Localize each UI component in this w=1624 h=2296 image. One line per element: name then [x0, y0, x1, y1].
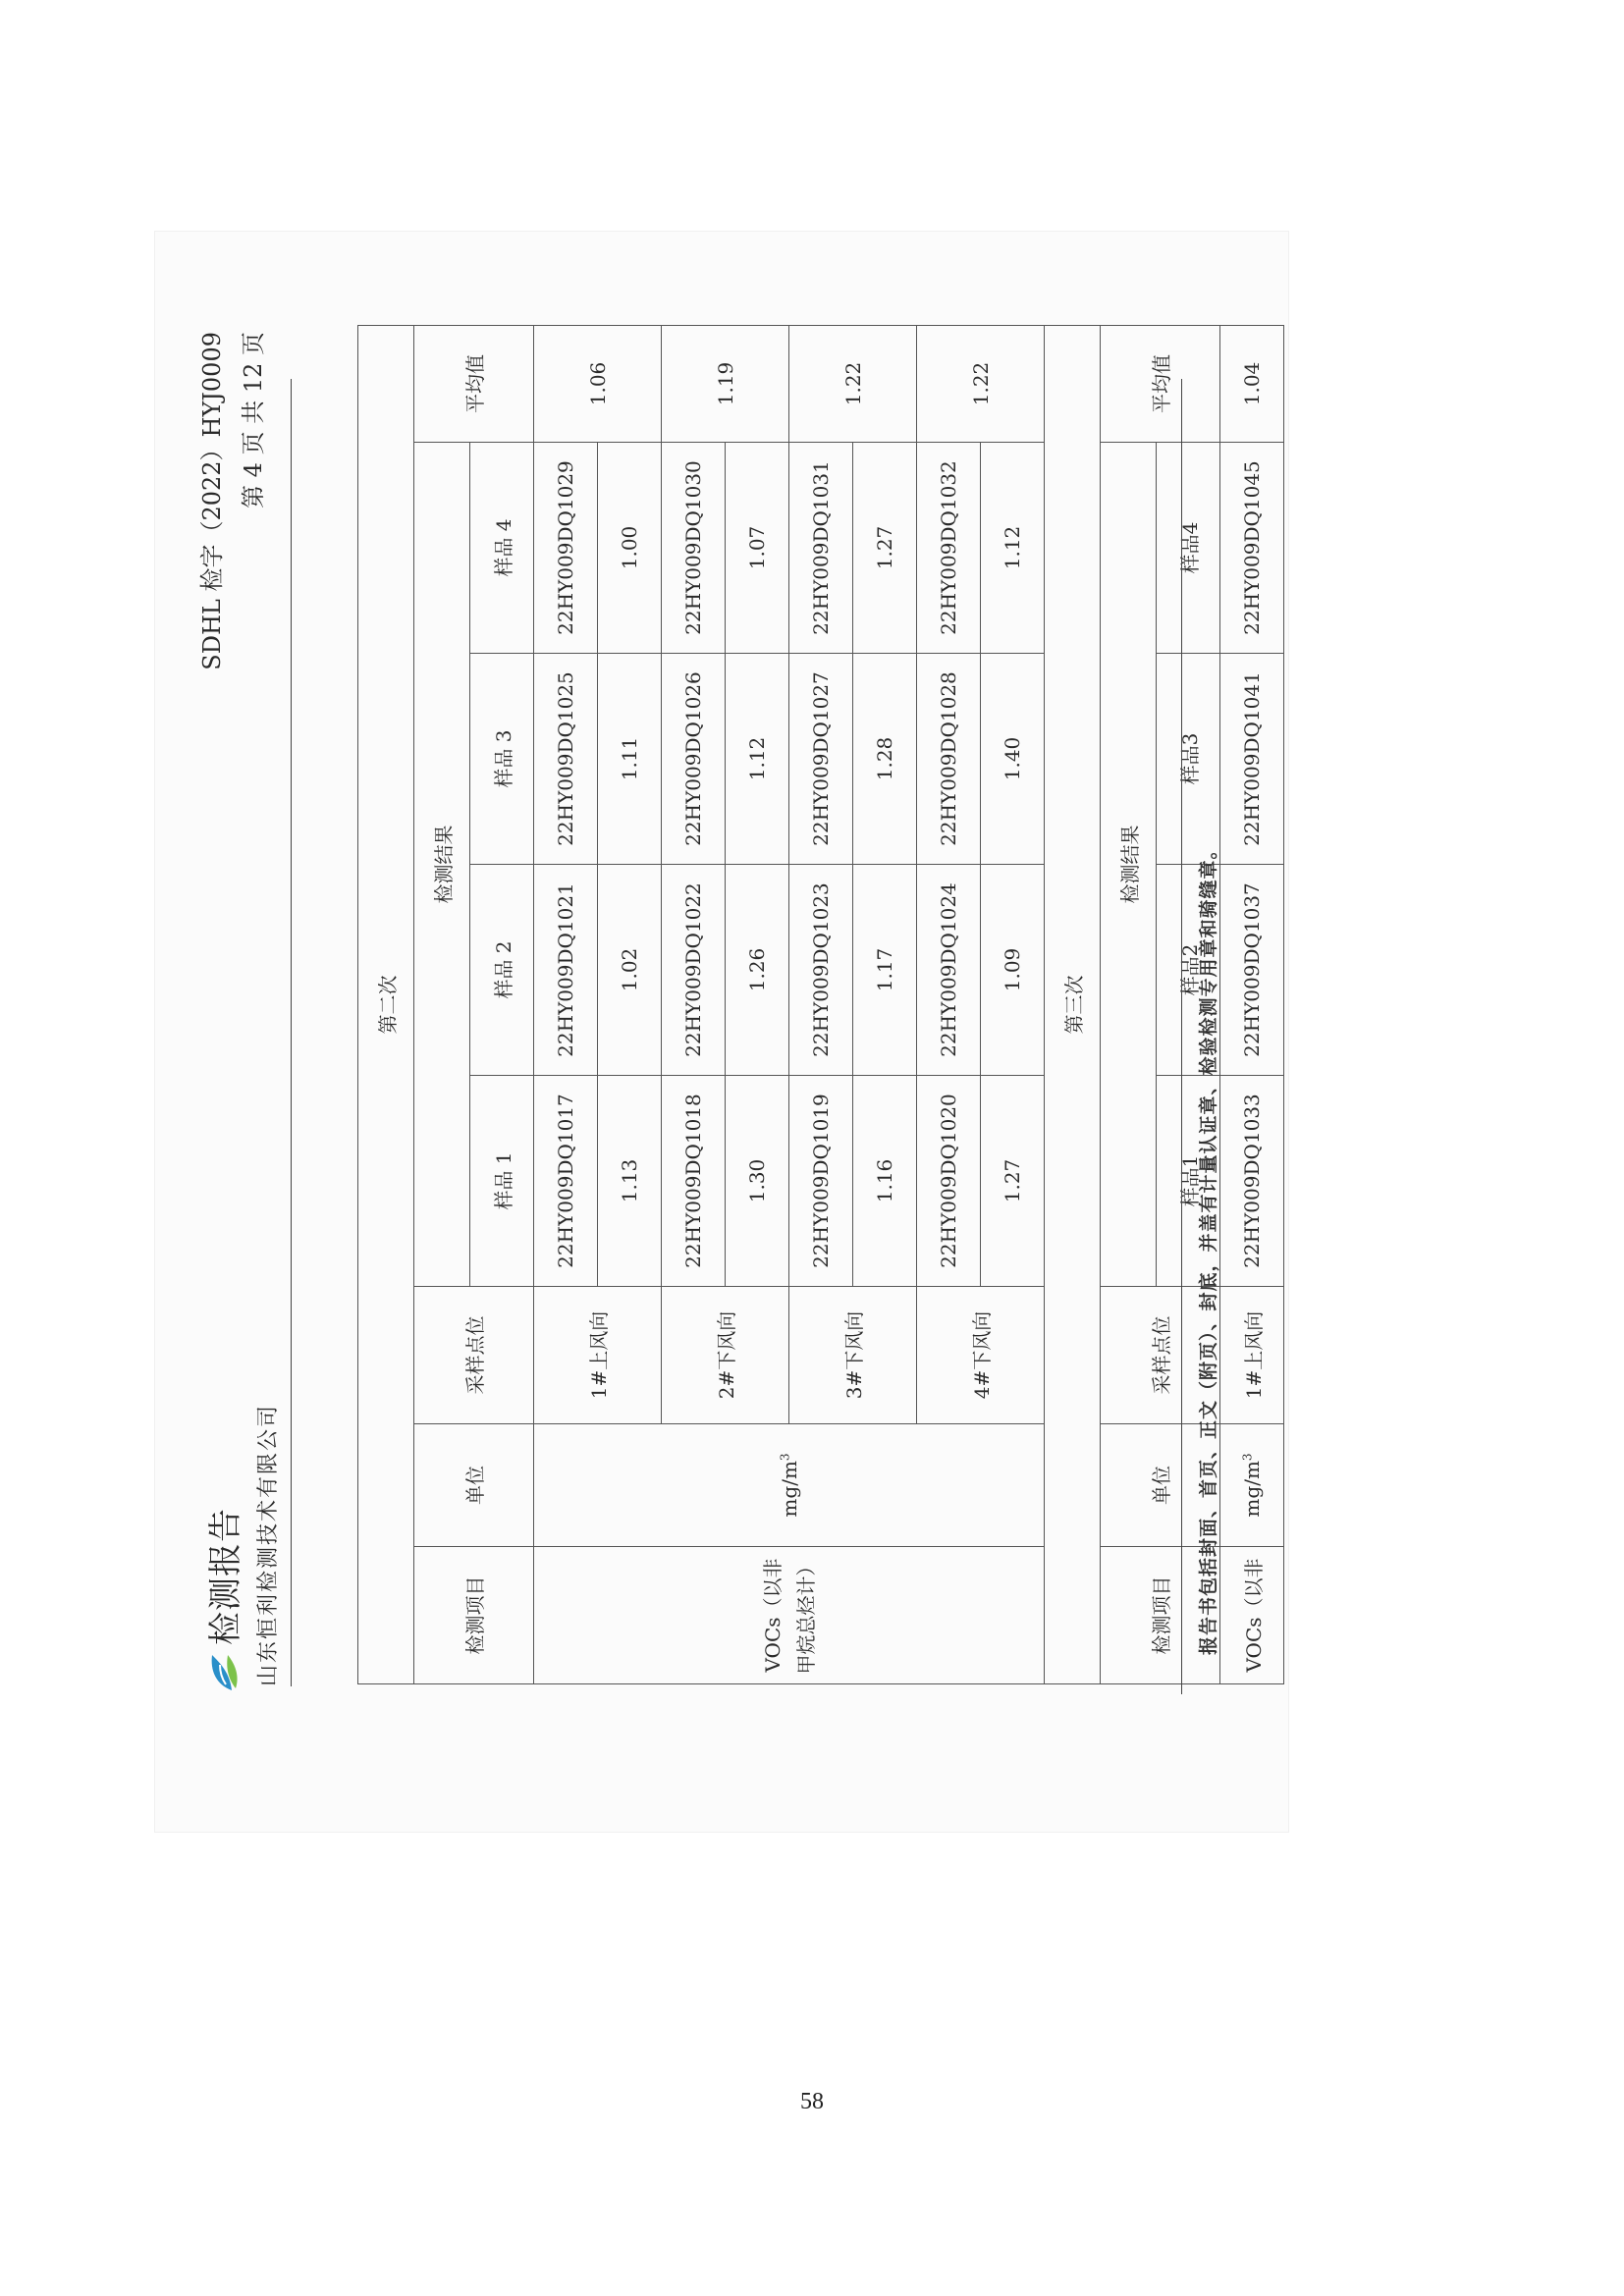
average-value: 1.22	[789, 326, 917, 443]
site-cell: 3#下风向	[789, 1287, 917, 1424]
sample-id: 22HY009DQ1025	[534, 654, 598, 865]
site-cell: 2#下风向	[662, 1287, 789, 1424]
sample-value: 1.27	[981, 1076, 1045, 1287]
results-table-wrap	[357, 326, 1284, 1684]
scanned-report-page	[155, 232, 1288, 1832]
site-cell: 1#上风向	[534, 1287, 662, 1424]
sample-id: 22HY009DQ1030	[662, 443, 726, 654]
company-name: 山东恒利检测技术有限公司	[256, 1403, 281, 1686]
item-cell: VOCs（以非	[1220, 1547, 1284, 1684]
report-title: 检测报告	[206, 1508, 245, 1645]
sample-id: 22HY009DQ1045	[1220, 443, 1284, 654]
col-header-unit: 单位	[414, 1424, 534, 1547]
sample-value: 1.12	[981, 443, 1045, 654]
average-value: 1.04	[1220, 326, 1284, 443]
table-row	[534, 326, 598, 1684]
sample-label: 样品3	[1157, 654, 1220, 865]
col-header-item: 检测项目	[1101, 1547, 1220, 1684]
sample-id: 22HY009DQ1027	[789, 654, 853, 865]
results-table	[357, 325, 1284, 1684]
sample-value: 1.07	[726, 443, 789, 654]
sample-id: 22HY009DQ1019	[789, 1076, 853, 1287]
item-cell: VOCs（以非甲烷总烃计）	[534, 1547, 1045, 1684]
sample-label: 样品2	[1157, 865, 1220, 1076]
sample-value: 1.30	[726, 1076, 789, 1287]
sample-value: 1.00	[598, 443, 662, 654]
sample-value: 1.13	[598, 1076, 662, 1287]
report-header	[155, 232, 302, 1832]
site-cell: 1#上风向	[1220, 1287, 1284, 1424]
average-value: 1.22	[917, 326, 1045, 443]
col-header-site: 采样点位	[1101, 1287, 1220, 1424]
footnote-rule	[1181, 379, 1182, 1694]
sample-label: 样品 3	[470, 654, 534, 865]
sample-label: 样品4	[1157, 443, 1220, 654]
section-title: 第二次	[358, 326, 414, 1684]
col-header-average: 平均值	[414, 326, 534, 443]
section-3-header-row	[1101, 326, 1157, 1684]
sample-id: 22HY009DQ1024	[917, 865, 981, 1076]
unit-cell: $mg/m^3$	[1220, 1424, 1284, 1547]
sample-id: 22HY009DQ1032	[917, 443, 981, 654]
sample-id: 22HY009DQ1037	[1220, 865, 1284, 1076]
footnote: 报告书包括封面、首页、正文（附页）、封底，并盖有计量认证章、检验检测专用章和骑缝章。	[1198, 839, 1219, 1655]
sample-id: 22HY009DQ1023	[789, 865, 853, 1076]
sample-id: 22HY009DQ1028	[917, 654, 981, 865]
sample-label: 样品 2	[470, 865, 534, 1076]
leaf-logo-icon	[202, 1651, 245, 1694]
col-header-unit: 单位	[1101, 1424, 1220, 1547]
average-value: 1.06	[534, 326, 662, 443]
sample-value: 1.09	[981, 865, 1045, 1076]
section-2-title-row	[358, 326, 414, 1684]
sample-value: 1.16	[853, 1076, 917, 1287]
sample-id: 22HY009DQ1020	[917, 1076, 981, 1287]
unit-cell: $mg/m^3$	[534, 1424, 1045, 1547]
average-value: 1.19	[662, 326, 789, 443]
header-rule	[291, 379, 292, 1686]
sample-id: 22HY009DQ1033	[1220, 1076, 1284, 1287]
sample-value: 1.11	[598, 654, 662, 865]
section-title: 第三次	[1045, 326, 1101, 1684]
sample-value: 1.17	[853, 865, 917, 1076]
site-cell: 4#下风向	[917, 1287, 1045, 1424]
report-number: SDHL 检字（2022）HYJ0009	[198, 332, 226, 670]
col-header-average: 平均值	[1101, 326, 1220, 443]
sample-id: 22HY009DQ1018	[662, 1076, 726, 1287]
sample-id: 22HY009DQ1022	[662, 865, 726, 1076]
col-header-site: 采样点位	[414, 1287, 534, 1424]
sample-id: 22HY009DQ1017	[534, 1076, 598, 1287]
sample-id: 22HY009DQ1041	[1220, 654, 1284, 865]
sample-value: 1.02	[598, 865, 662, 1076]
section-3-title-row	[1045, 326, 1101, 1684]
sample-value: 1.26	[726, 865, 789, 1076]
sample-value: 1.28	[853, 654, 917, 865]
col-header-results: 检测结果	[414, 443, 470, 1287]
sample-label: 样品 1	[470, 1076, 534, 1287]
page-indicator: 第 4 页 共 12 页	[240, 332, 267, 508]
sample-id: 22HY009DQ1026	[662, 654, 726, 865]
col-header-item: 检测项目	[414, 1547, 534, 1684]
sample-label: 样品1	[1157, 1076, 1220, 1287]
sample-value: 1.27	[853, 443, 917, 654]
section-2-header-row	[414, 326, 470, 1684]
sample-id: 22HY009DQ1029	[534, 443, 598, 654]
sample-value: 1.40	[981, 654, 1045, 865]
col-header-results: 检测结果	[1101, 443, 1157, 1287]
sample-id: 22HY009DQ1021	[534, 865, 598, 1076]
sample-id: 22HY009DQ1031	[789, 443, 853, 654]
page-number: 58	[800, 2089, 824, 2114]
rotated-report	[155, 232, 1288, 1832]
table-row	[1220, 326, 1284, 1684]
sample-value: 1.12	[726, 654, 789, 865]
sample-label: 样品 4	[470, 443, 534, 654]
